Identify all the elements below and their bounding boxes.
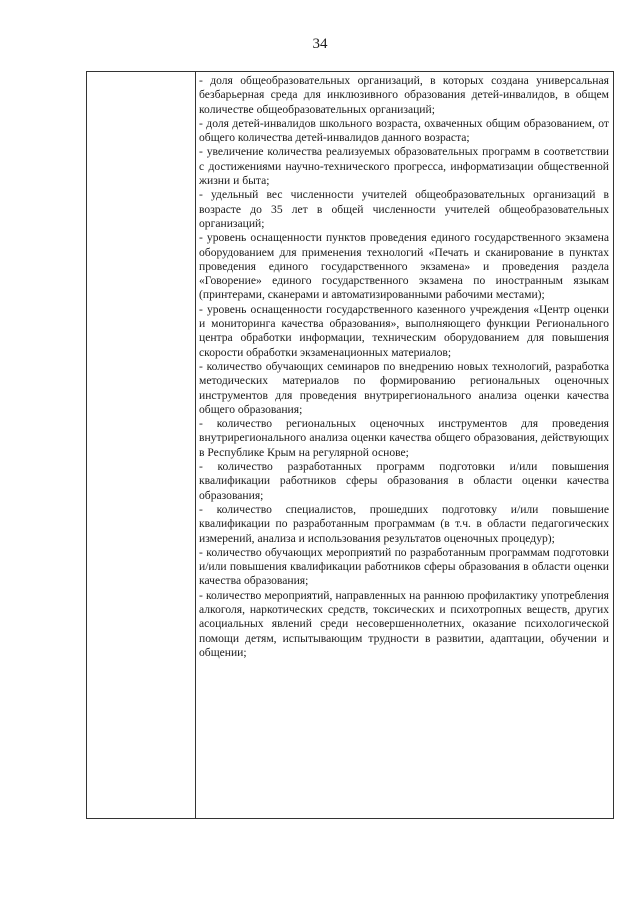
table-right-cell: [199, 74, 609, 660]
indicator-item: - уровень оснащенности пунктов проведения единого государственного экзамена оборудованием для применения технологий «Печать и сканирование в пунктах проведения единого государственного экзамена» и проведения раздела «Говорение» единого государственного экзамена по иностранным языкам (принтерами, сканерами и автоматизированными рабочими местами);: [199, 231, 609, 302]
page-number: 34: [312, 36, 328, 52]
indicator-table: [86, 71, 614, 819]
indicator-item: - количество обучающих семинаров по внедрению новых технологий, разработка методических материалов по формированию региональных оценочных инструментов для проведения внутрирегионального анализа оценки качества общего образования;: [199, 359, 609, 416]
indicator-item: - количество обучающих мероприятий по разработанным программам подготовки и/или повышения квалификации работников сферы образования в области оценки качества образования;: [199, 545, 609, 588]
indicator-item: - количество региональных оценочных инструментов для проведения внутрирегионального анализа оценки качества общего образования, действующих в Республике Крым на регулярной основе;: [199, 417, 609, 459]
indicator-item: - доля детей-инвалидов школьного возраста, охваченных общим образованием, от общего количества детей-инвалидов данного возраста;: [199, 116, 609, 145]
indicator-item: - количество специалистов, прошедших подготовку и/или повышение квалификации по разработанным программам (в т.ч. в области педагогических измерений, анализа и использования результатов оценочных процедур);: [199, 502, 609, 545]
indicator-item: - удельный вес численности учителей общеобразовательных организаций в возрасте до 35 лет в общей численности учителей общеобразовательных организаций;: [199, 188, 609, 230]
indicator-item: - увеличение количества реализуемых образовательных программ в соответствии с достижениями научно-технического прогресса, информатизации общественной жизни и быта;: [199, 145, 609, 188]
indicator-item: - количество разработанных программ подготовки и/или повышения квалификации работников сферы образования в области оценки качества образования;: [199, 460, 609, 502]
indicator-item: - количество мероприятий, направленных на раннюю профилактику употребления алкоголя, наркотических средств, токсических и психотропных веществ, других асоциальных явлений среди несовершеннолетних, оказание психологической помощи детям, испытывающим трудности в развитии, адаптации, обучении и общении;: [199, 588, 609, 659]
column-divider: [195, 72, 196, 818]
table-left-cell: [87, 72, 195, 818]
indicator-item: - уровень оснащенности государственного казенного учреждения «Центр оценки и мониторинга качества образования», выполняющего функции Регионального центра обработки информации, техническим оборудованием для повышения скорости обработки экзаменационных материалов;: [199, 302, 609, 359]
indicator-item: - доля общеобразовательных организаций, в которых создана универсальная безбарьерная среда для инклюзивного образования детей-инвалидов, в общем количестве общеобразовательных организаций;: [199, 74, 609, 116]
